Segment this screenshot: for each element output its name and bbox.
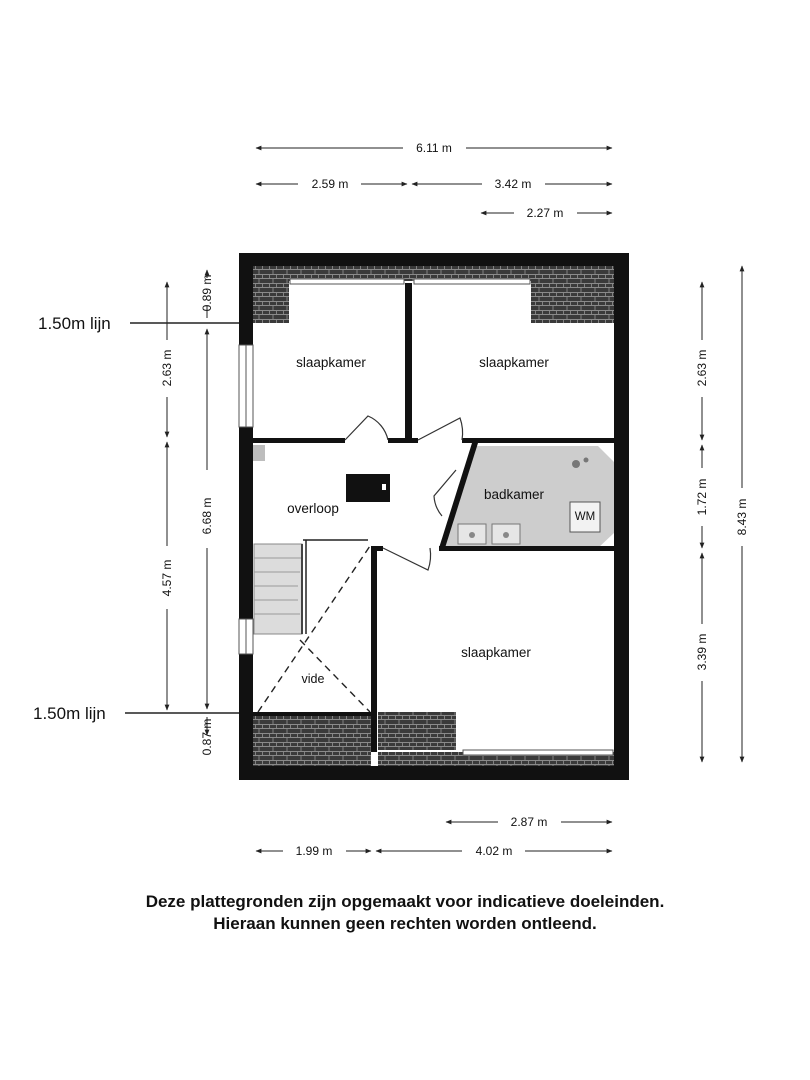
dim-left-bottom: 0.87 m bbox=[200, 718, 214, 756]
dim-top-total: 6.11 m bbox=[416, 141, 452, 155]
dim-top-right: 3.42 m bbox=[494, 177, 532, 191]
bedroom-top-left-label: slaapkamer bbox=[296, 355, 366, 370]
dim-left-upper: 2.63 m bbox=[160, 349, 174, 387]
hatch-handle bbox=[382, 484, 386, 490]
disclaimer-line-2: Hieraan kunnen geen rechten worden ontleend. bbox=[213, 914, 597, 933]
dim-bottom-right: 4.02 m bbox=[475, 844, 513, 858]
dim-left-total: 6.68 m bbox=[200, 497, 214, 535]
disclaimer-line-1: Deze plattegronden zijn opgemaakt voor indicatieve doeleinden. bbox=[145, 892, 665, 911]
dim-right-middle: 1.72 m bbox=[695, 478, 709, 516]
dim-left-top: 0.89 m bbox=[200, 274, 214, 312]
balustrade bbox=[303, 540, 368, 634]
height-lines bbox=[125, 323, 239, 713]
height-line-upper-label: 1.50m lijn bbox=[38, 314, 111, 333]
dim-top-left: 2.59 m bbox=[311, 177, 349, 191]
staircase bbox=[252, 445, 302, 634]
landing-label: overloop bbox=[287, 501, 339, 516]
dim-bottom-small: 2.87 m bbox=[510, 815, 548, 829]
dim-right-lower: 3.39 m bbox=[695, 633, 709, 671]
dim-right-upper: 2.63 m bbox=[695, 349, 709, 387]
disclaimer bbox=[0, 891, 810, 935]
dim-right-total: 8.43 m bbox=[735, 498, 749, 536]
bedroom-bottom-label: slaapkamer bbox=[461, 645, 531, 660]
void-label: vide bbox=[301, 672, 325, 686]
height-line-lower-label: 1.50m lijn bbox=[33, 704, 106, 723]
dim-left-lower: 4.57 m bbox=[160, 559, 174, 597]
bedroom-top-right-label: slaapkamer bbox=[479, 355, 549, 370]
washing-machine-label: WM bbox=[574, 511, 596, 523]
bathroom-label: badkamer bbox=[483, 487, 545, 502]
dim-top-small: 2.27 m bbox=[526, 206, 564, 220]
dim-bottom-left: 1.99 m bbox=[295, 844, 333, 858]
